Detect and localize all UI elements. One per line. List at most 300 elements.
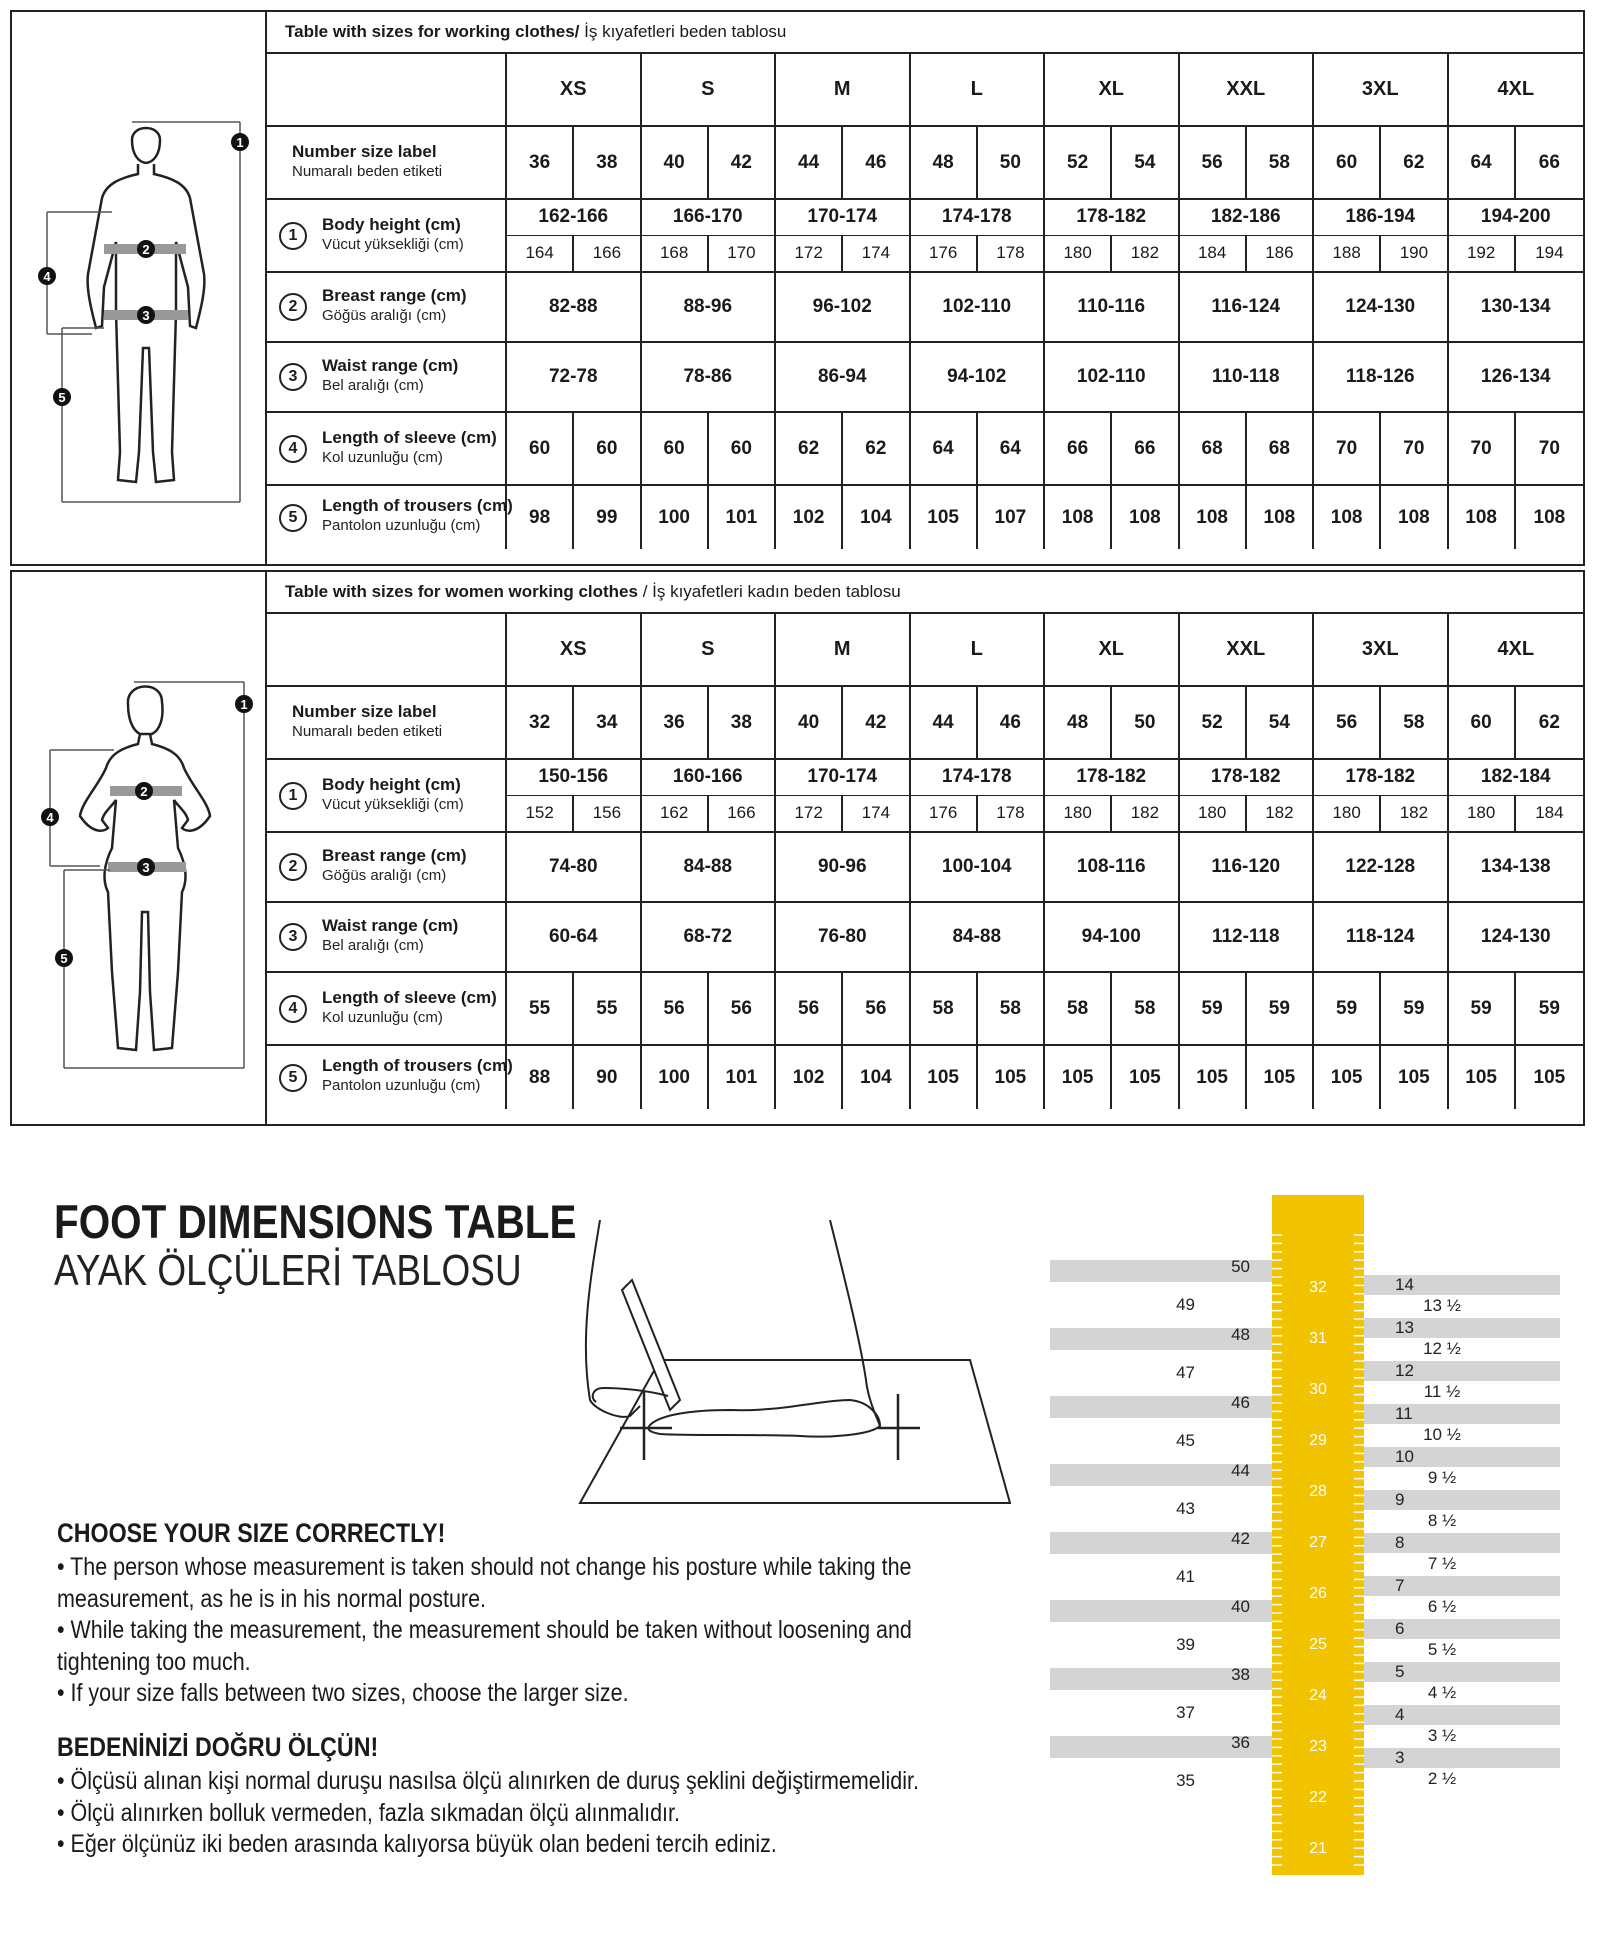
table-cell: 104 <box>843 1046 910 1109</box>
eu-size-label: 41 <box>1176 1567 1195 1586</box>
table-cell: 58 <box>1247 127 1314 198</box>
table-cell: 174 <box>843 236 910 272</box>
table-cell: 178-182 <box>1045 760 1180 795</box>
uk-size-label: 11 ½ <box>1423 1382 1461 1401</box>
table-cell: 36 <box>642 687 709 758</box>
table-cell: 110-118 <box>1180 343 1315 411</box>
choose-size-bullets <box>57 1552 912 1710</box>
table-cell: 59 <box>1247 973 1314 1044</box>
eu-size-label: 36 <box>1231 1733 1250 1752</box>
table-cell: 62 <box>776 413 843 484</box>
uk-size-label: 13 ½ <box>1423 1296 1461 1315</box>
uk-size-label: 13 <box>1395 1318 1414 1337</box>
table-cell: 194-200 <box>1480 206 1551 228</box>
tr-size-heading: BEDENİNİZİ DOĞRU ÖLÇÜN! <box>57 1732 379 1762</box>
row-number-badge: 1 <box>279 222 307 250</box>
table-cell: XXL <box>1180 614 1315 685</box>
table-cell: 174-178 <box>911 760 1046 795</box>
cm-label: 30 <box>1309 1381 1327 1398</box>
table-cell: 88 <box>507 1046 574 1109</box>
table-cell: 178-182 <box>1314 760 1449 795</box>
row-label <box>267 903 507 971</box>
row-label-en: Length of trousers (cm) <box>322 495 513 515</box>
row-label-tr: Vücut yüksekliği (cm) <box>322 795 464 813</box>
men-size-table <box>10 10 1585 566</box>
cm-label: 28 <box>1309 1483 1327 1500</box>
table-cell: 60 <box>709 413 776 484</box>
marker-1: 1 <box>236 135 244 150</box>
table-cell: 60 <box>507 413 574 484</box>
table-cell: 56 <box>843 973 910 1044</box>
row-label <box>267 343 507 411</box>
female-body-diagram <box>12 572 267 1128</box>
table-cell: 105 <box>1314 1046 1381 1109</box>
table-cell: 176 <box>911 796 978 832</box>
table-row <box>267 760 1583 833</box>
row-label <box>267 127 507 198</box>
table-cell: 88-96 <box>642 273 777 341</box>
table-cell: 100 <box>642 486 709 549</box>
eu-size-label: 49 <box>1176 1295 1195 1314</box>
table-cell: 160-166 <box>642 760 777 795</box>
table-cell: 188 <box>1314 236 1381 272</box>
marker-3: 3 <box>142 308 150 323</box>
women-grid <box>267 614 1583 1124</box>
table-cell: 42 <box>709 127 776 198</box>
row-label-tr: Göğüs aralığı (cm) <box>322 867 447 884</box>
marker-4: 4 <box>46 810 54 825</box>
table-cell: 55 <box>507 973 574 1044</box>
table-cell: 150-156 <box>507 760 642 795</box>
table-cell: 58 <box>1045 973 1112 1044</box>
row-label-en: Body height (cm) <box>322 774 461 794</box>
table-cell: 134-138 <box>1480 856 1551 877</box>
table-cell: M <box>776 54 911 125</box>
table-cell: 84-88 <box>642 833 777 901</box>
row-label-tr: Vücut yüksekliği (cm) <box>322 235 464 253</box>
eu-size-label: 44 <box>1231 1461 1250 1480</box>
table-cell: 44 <box>776 127 843 198</box>
uk-size-label: 5 ½ <box>1427 1640 1457 1659</box>
table-cell: 48 <box>1045 687 1112 758</box>
table-cell: L <box>911 614 1046 685</box>
table-cell: 66 <box>1112 413 1179 484</box>
table-cell: 108 <box>1314 486 1381 549</box>
marker-5: 5 <box>58 390 66 405</box>
cm-label: 24 <box>1309 1687 1327 1704</box>
table-cell: 124-130 <box>1314 273 1449 341</box>
row-label <box>267 273 507 341</box>
table-cell: 58 <box>1381 687 1448 758</box>
row-label-en: Breast range (cm) <box>322 846 467 865</box>
table-cell: 52 <box>1180 687 1247 758</box>
eu-size-label: 42 <box>1231 1529 1250 1548</box>
uk-size-label: 12 ½ <box>1423 1339 1461 1358</box>
table-cell: 101 <box>709 486 776 549</box>
table-cell: 108 <box>1112 486 1179 549</box>
eu-size-label: 50 <box>1231 1257 1250 1276</box>
table-cell: 70 <box>1314 413 1381 484</box>
eu-size-label: 47 <box>1176 1363 1195 1382</box>
table-cell: 59 <box>1381 973 1448 1044</box>
row-label <box>267 54 507 125</box>
uk-size-label: 8 <box>1395 1533 1405 1552</box>
table-cell: 78-86 <box>642 343 777 411</box>
table-cell: 55 <box>574 973 641 1044</box>
table-cell: 102-110 <box>1045 343 1180 411</box>
row-label-tr: Numaralı beden etiketi <box>292 722 443 740</box>
table-cell: 98 <box>507 486 574 549</box>
table-cell: 56 <box>709 973 776 1044</box>
row-label-tr: Pantolon uzunluğu (cm) <box>322 1076 481 1094</box>
table-cell: 194 <box>1535 243 1564 263</box>
uk-size-label: 10 ½ <box>1423 1425 1461 1444</box>
row-number-badge: 5 <box>279 504 307 532</box>
table-cell: 186 <box>1247 236 1314 272</box>
male-body-diagram <box>12 12 267 568</box>
table-row <box>267 687 1583 760</box>
table-cell: 105 <box>1112 1046 1179 1109</box>
table-cell: XL <box>1045 54 1180 125</box>
row-label-en: Number size label <box>292 701 437 721</box>
row-label <box>267 200 507 271</box>
table-cell: 42 <box>843 687 910 758</box>
uk-size-label: 10 <box>1395 1447 1414 1466</box>
table-cell: L <box>911 54 1046 125</box>
table-cell: M <box>776 614 911 685</box>
table-cell: 105 <box>1045 1046 1112 1109</box>
uk-size-label: 9 <box>1395 1490 1405 1509</box>
table-cell: 164 <box>507 236 574 272</box>
row-label-en: Breast range (cm) <box>322 286 467 305</box>
table-cell: 48 <box>911 127 978 198</box>
table-cell: 102 <box>776 1046 843 1109</box>
table-cell: 96-102 <box>776 273 911 341</box>
eu-size-label: 43 <box>1176 1499 1195 1518</box>
table-cell: 170-174 <box>776 200 911 235</box>
table-cell: 3XL <box>1314 614 1449 685</box>
table-cell: 105 <box>1180 1046 1247 1109</box>
bullet-line: • While taking the measurement, the measurement should be taken without loosening and <box>57 1616 912 1644</box>
uk-size-label: 4 ½ <box>1427 1683 1457 1702</box>
marker-3: 3 <box>142 860 150 875</box>
table-cell: 190 <box>1381 236 1448 272</box>
table-cell: 108 <box>1180 486 1247 549</box>
table-cell: 105 <box>1533 1066 1566 1088</box>
table-cell: XL <box>1045 614 1180 685</box>
cm-label: 22 <box>1309 1789 1327 1806</box>
uk-size-label: 3 <box>1395 1748 1405 1767</box>
table-row <box>267 486 1583 549</box>
table-cell: 126-134 <box>1480 366 1551 387</box>
table-cell: 162 <box>642 796 709 832</box>
table-cell: 68-72 <box>642 903 777 971</box>
cm-label: 26 <box>1309 1585 1327 1602</box>
row-label <box>267 760 507 831</box>
cm-label: 25 <box>1309 1636 1327 1653</box>
foot-title-tr: AYAK ÖLÇÜLERİ TABLOSU <box>54 1246 522 1295</box>
table-row <box>267 614 1583 687</box>
uk-size-label: 6 ½ <box>1427 1597 1457 1616</box>
table-cell: 182 <box>1112 796 1179 832</box>
table-cell: 94-102 <box>911 343 1046 411</box>
bullet-line: tightening too much. <box>57 1647 251 1676</box>
table-cell: 104 <box>843 486 910 549</box>
table-cell: 118-124 <box>1314 903 1449 971</box>
table-row <box>267 1046 1583 1109</box>
uk-size-label: 5 <box>1395 1662 1405 1681</box>
table-cell: 174 <box>843 796 910 832</box>
row-label <box>267 614 507 685</box>
row-label-en: Body height (cm) <box>322 214 461 234</box>
men-figure <box>12 12 267 564</box>
table-cell: 82-88 <box>507 273 642 341</box>
row-label-tr: Bel aralığı (cm) <box>322 937 424 954</box>
table-cell: 64 <box>978 413 1045 484</box>
cm-label: 27 <box>1309 1534 1327 1551</box>
cm-label: 21 <box>1309 1840 1327 1857</box>
choose-size-heading: CHOOSE YOUR SIZE CORRECTLY! <box>57 1518 446 1548</box>
table-cell: 168 <box>642 236 709 272</box>
table-cell: 180 <box>1045 236 1112 272</box>
table-cell: 60-64 <box>507 903 642 971</box>
table-cell: 178-182 <box>1180 760 1315 795</box>
uk-size-label: 4 <box>1395 1705 1405 1724</box>
table-cell: 66 <box>1045 413 1112 484</box>
table-cell: 108 <box>1045 486 1112 549</box>
table-cell: 74-80 <box>507 833 642 901</box>
table-cell: 178 <box>978 796 1045 832</box>
table-cell: 178-182 <box>1045 200 1180 235</box>
eu-size-label: 48 <box>1231 1325 1250 1344</box>
table-cell: 122-128 <box>1314 833 1449 901</box>
uk-size-label: 3 ½ <box>1427 1726 1457 1745</box>
table-cell: 60 <box>1449 687 1516 758</box>
table-row <box>267 973 1583 1046</box>
table-row <box>267 343 1583 413</box>
table-cell: 102-110 <box>911 273 1046 341</box>
table-cell: 54 <box>1112 127 1179 198</box>
table-cell: 108 <box>1449 486 1516 549</box>
table-cell: 180 <box>1045 796 1112 832</box>
table-cell: 59 <box>1180 973 1247 1044</box>
table-cell: 68 <box>1247 413 1314 484</box>
table-cell: 72-78 <box>507 343 642 411</box>
table-cell: 38 <box>709 687 776 758</box>
table-cell: 105 <box>911 1046 978 1109</box>
row-number-badge: 5 <box>279 1064 307 1092</box>
uk-size-label: 7 <box>1395 1576 1405 1595</box>
table-cell: 100 <box>642 1046 709 1109</box>
table-cell: 182 <box>1112 236 1179 272</box>
table-cell: 182 <box>1247 796 1314 832</box>
table-row <box>267 200 1583 273</box>
uk-size-label: 2 ½ <box>1427 1769 1457 1788</box>
marker-5: 5 <box>60 951 68 966</box>
marker-2: 2 <box>140 784 148 799</box>
table-cell: 170-174 <box>776 760 911 795</box>
table-cell: 124-130 <box>1480 926 1551 947</box>
table-row <box>267 127 1583 200</box>
row-label-tr: Pantolon uzunluğu (cm) <box>322 516 481 534</box>
table-cell: 182-184 <box>1480 766 1551 788</box>
table-cell: 90 <box>574 1046 641 1109</box>
table-cell: 108 <box>1381 486 1448 549</box>
table-cell: 105 <box>1247 1046 1314 1109</box>
row-label <box>267 1046 513 1109</box>
table-cell: 46 <box>843 127 910 198</box>
eu-size-label: 38 <box>1231 1665 1250 1684</box>
table-cell: 156 <box>574 796 641 832</box>
row-number-badge: 2 <box>279 293 307 321</box>
table-row <box>267 273 1583 343</box>
table-cell: 58 <box>911 973 978 1044</box>
uk-size-label: 12 <box>1395 1361 1414 1380</box>
table-cell: 44 <box>911 687 978 758</box>
bullet-line: • If your size falls between two sizes, choose the larger size. <box>57 1679 629 1707</box>
table-cell: 166-170 <box>642 200 777 235</box>
bullet-line: • Ölçüsü alınan kişi normal duruşu nasılsa ölçü alınırken de duruş şeklini değiştirmemelidir. <box>57 1767 919 1795</box>
table-cell: 50 <box>1112 687 1179 758</box>
table-cell: XS <box>507 54 642 125</box>
marker-1: 1 <box>240 697 248 712</box>
eu-size-label: 40 <box>1231 1597 1250 1616</box>
table-cell: 182-186 <box>1180 200 1315 235</box>
eu-size-label: 35 <box>1176 1771 1195 1790</box>
table-cell: 70 <box>1381 413 1448 484</box>
table-cell: 86-94 <box>776 343 911 411</box>
table-cell: 107 <box>978 486 1045 549</box>
row-label-en: Length of sleeve (cm) <box>322 987 497 1007</box>
row-label <box>267 973 507 1044</box>
table-cell: 70 <box>1449 413 1516 484</box>
foot-size-scale <box>1050 1195 1560 1875</box>
table-cell: 180 <box>1449 796 1516 832</box>
table-cell: 108 <box>1533 506 1566 528</box>
table-cell: 166 <box>709 796 776 832</box>
table-cell: 105 <box>978 1046 1045 1109</box>
table-cell: 54 <box>1247 687 1314 758</box>
row-label-tr: Göğüs aralığı (cm) <box>322 307 447 324</box>
table-row <box>267 413 1583 486</box>
table-cell: 64 <box>1449 127 1516 198</box>
table-cell: 162-166 <box>507 200 642 235</box>
uk-size-label: 11 <box>1395 1404 1413 1423</box>
eu-size-label: 45 <box>1176 1431 1195 1450</box>
table-cell: 40 <box>776 687 843 758</box>
table-cell: 34 <box>574 687 641 758</box>
table-cell: 3XL <box>1314 54 1449 125</box>
table-cell: 172 <box>776 796 843 832</box>
table-cell: 62 <box>1538 711 1560 733</box>
row-label <box>267 486 513 549</box>
row-number-badge: 4 <box>279 435 307 463</box>
table-cell: 176 <box>911 236 978 272</box>
table-cell: 182 <box>1381 796 1448 832</box>
uk-size-label: 9 ½ <box>1427 1468 1457 1487</box>
row-label-en: Length of trousers (cm) <box>322 1055 513 1075</box>
row-label-tr: Kol uzunluğu (cm) <box>322 1008 443 1026</box>
table-cell: 184 <box>1180 236 1247 272</box>
table-cell: 60 <box>1314 127 1381 198</box>
table-cell: 118-126 <box>1314 343 1449 411</box>
bullet-line: • The person whose measurement is taken should not change his posture while taking the <box>57 1553 912 1581</box>
table-cell: 64 <box>911 413 978 484</box>
row-number-badge: 4 <box>279 995 307 1023</box>
table-cell: S <box>642 614 777 685</box>
table-cell: S <box>642 54 777 125</box>
row-label <box>267 833 507 901</box>
table-cell: 184 <box>1535 803 1564 823</box>
row-number-badge: 3 <box>279 363 307 391</box>
table-cell: 192 <box>1449 236 1516 272</box>
table-cell: 56 <box>1180 127 1247 198</box>
tr-size-bullets <box>57 1766 919 1861</box>
row-label-en: Waist range (cm) <box>322 916 459 935</box>
table-cell: 40 <box>642 127 709 198</box>
eu-size-label: 39 <box>1176 1635 1195 1654</box>
table-cell: 105 <box>911 486 978 549</box>
table-cell: 4XL <box>1497 638 1535 660</box>
foot-title: FOOT DIMENSIONS TABLE <box>54 1195 577 1248</box>
table-cell: 60 <box>574 413 641 484</box>
row-label-en: Number size label <box>292 141 437 161</box>
women-size-table <box>10 570 1585 1126</box>
table-row <box>267 54 1583 127</box>
table-row <box>267 833 1583 903</box>
cm-label: 31 <box>1309 1330 1327 1347</box>
table-cell: 62 <box>843 413 910 484</box>
table-cell: 170 <box>709 236 776 272</box>
table-cell: 180 <box>1314 796 1381 832</box>
table-cell: 172 <box>776 236 843 272</box>
row-label <box>267 687 507 758</box>
table-cell: 108-116 <box>1045 833 1180 901</box>
table-cell: 59 <box>1314 973 1381 1044</box>
foot-measuring-illustration <box>560 1220 1020 1520</box>
bullet-line: • Ölçü alınırken bolluk vermeden, fazla sıkmadan ölçü alınmalıdır. <box>57 1798 680 1827</box>
table-cell: 58 <box>1112 973 1179 1044</box>
table-cell: 32 <box>507 687 574 758</box>
table-cell: 180 <box>1180 796 1247 832</box>
table-cell: 112-118 <box>1180 903 1315 971</box>
uk-size-label: 14 <box>1395 1275 1414 1294</box>
row-label-en: Waist range (cm) <box>322 356 459 375</box>
row-number-badge: 2 <box>279 853 307 881</box>
uk-size-label: 8 ½ <box>1427 1511 1457 1530</box>
table-cell: 90-96 <box>776 833 911 901</box>
row-number-badge: 3 <box>279 923 307 951</box>
table-cell: 76-80 <box>776 903 911 971</box>
uk-size-label: 6 <box>1395 1619 1405 1638</box>
table-cell: 50 <box>978 127 1045 198</box>
table-cell: 130-134 <box>1480 296 1551 317</box>
table-cell: 58 <box>978 973 1045 1044</box>
eu-size-label: 37 <box>1176 1703 1195 1722</box>
eu-size-label: 46 <box>1231 1393 1250 1412</box>
table-cell: 178 <box>978 236 1045 272</box>
table-cell: 70 <box>1538 437 1560 459</box>
cm-label: 23 <box>1309 1738 1327 1755</box>
table-cell: 166 <box>574 236 641 272</box>
table-cell: 59 <box>1449 973 1516 1044</box>
table-cell: 105 <box>1449 1046 1516 1109</box>
table-cell: 94-100 <box>1045 903 1180 971</box>
cm-label: 32 <box>1309 1279 1327 1296</box>
table-cell: 56 <box>1314 687 1381 758</box>
table-cell: 100-104 <box>911 833 1046 901</box>
table-cell: 66 <box>1538 151 1560 173</box>
